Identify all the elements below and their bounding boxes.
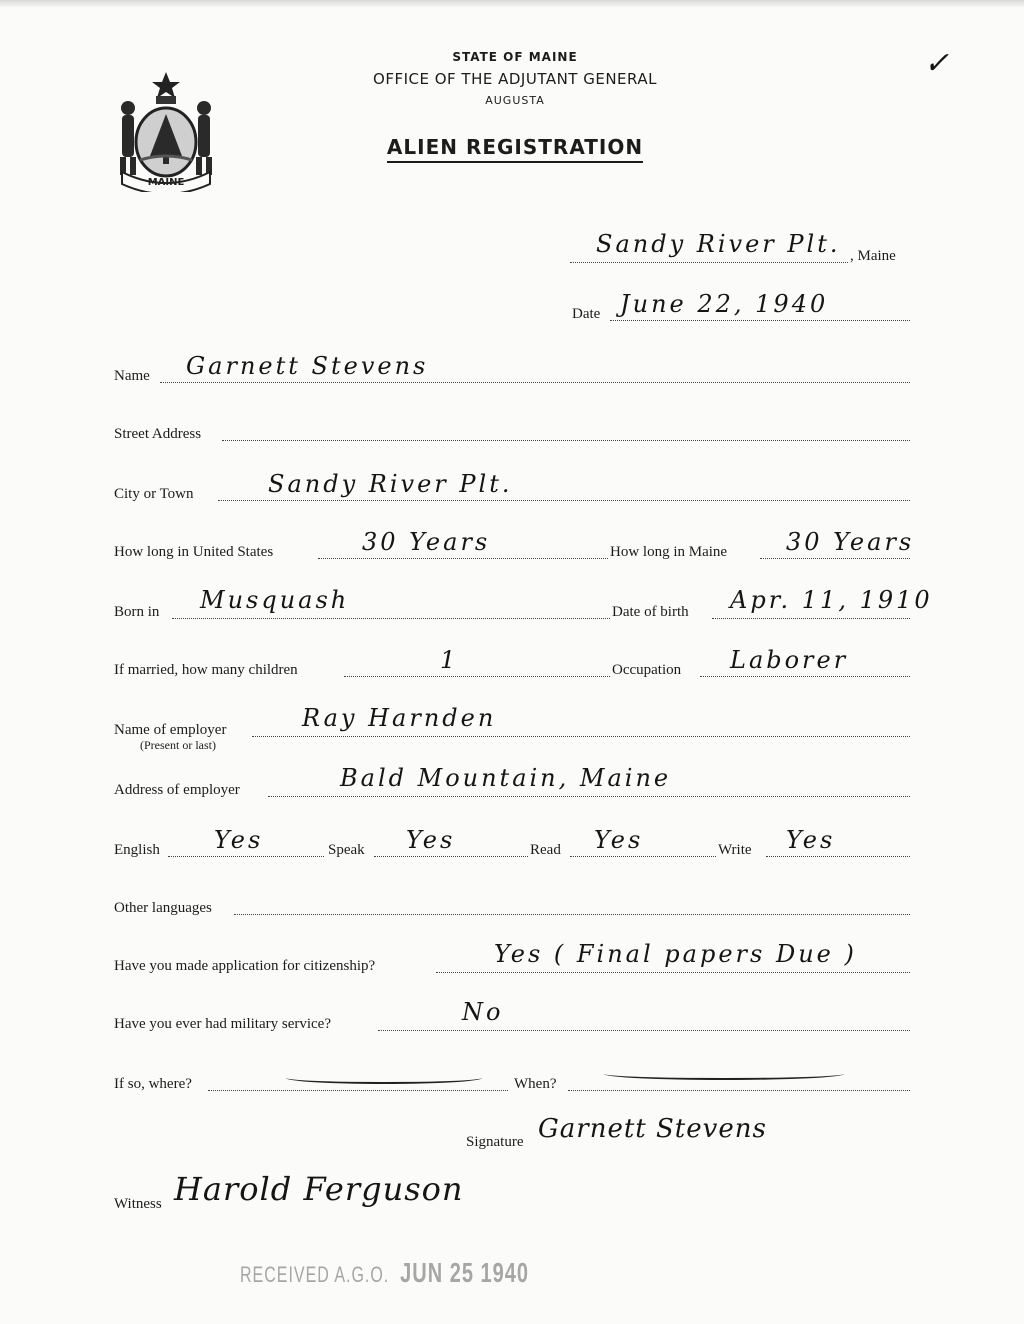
seal-lettering: MAINE [147,177,185,188]
scan-edge [0,0,1024,8]
military-value: No [462,998,504,1026]
location-suffix: , Maine [850,248,896,264]
stamp-date: JUN 25 1940 [400,1258,530,1289]
other-languages-label: Other languages [114,900,212,916]
where-strike-mark [286,1072,482,1084]
when-label: When? [514,1076,557,1092]
employer-address-label: Address of employer [114,782,240,798]
dob-line [712,618,910,619]
born-label: Born in [114,604,160,620]
years-maine-value: 30 Years [786,528,915,556]
check-mark: ✓ [924,46,953,81]
employer-line [252,736,910,737]
stamp-prefix: RECEIVED A.G.O. [240,1263,390,1288]
read-value: Yes [594,826,644,854]
form-title: ALIEN REGISTRATION [387,135,643,163]
date-line [610,320,910,321]
street-line [222,440,910,441]
maine-state-seal-image [112,68,220,192]
english-label: English [114,842,160,858]
children-value: 1 [440,646,459,674]
years-us-line [318,558,608,559]
signature-value: Garnett Stevens [538,1114,767,1144]
military-line [378,1030,910,1031]
street-label: Street Address [114,426,202,442]
location-line [570,262,848,263]
name-value: Garnett Stevens [186,352,429,380]
occupation-label: Occupation [612,662,682,678]
speak-line [374,856,528,857]
employer-sublabel: (Present or last) [140,738,216,752]
city-value: Sandy River Plt. [268,470,513,498]
occupation-line [700,676,910,677]
years-us-value: 30 Years [362,528,491,556]
citizenship-line [436,972,910,973]
witness-label: Witness [114,1196,162,1212]
other-languages-line [234,914,910,915]
date-value: June 22, 1940 [620,290,829,318]
years-us-label: How long in United States [114,544,274,560]
where-line [208,1090,508,1091]
employer-label: Name of employer [114,722,227,738]
where-label: If so, where? [114,1076,192,1092]
military-label: Have you ever had military service? [114,1016,331,1032]
name-line [160,382,910,383]
write-label: Write [718,842,752,858]
name-label: Name [114,368,150,384]
witness-value: Harold Ferguson [174,1170,464,1208]
employer-address-value: Bald Mountain, Maine [340,764,672,792]
city-label: City or Town [114,486,194,502]
english-value: Yes [214,826,264,854]
read-label: Read [530,842,561,858]
years-maine-label: How long in Maine [610,544,728,560]
dob-value: Apr. 11, 1910 [730,586,933,614]
occupation-value: Laborer [730,646,849,674]
english-line [168,856,324,857]
city-heading: AUGUSTA [485,94,545,107]
document-header [330,50,700,163]
city-line [218,500,910,501]
dob-label: Date of birth [612,604,689,620]
state-heading: STATE OF MAINE [452,50,578,64]
employer-value: Ray Harnden [302,704,497,732]
signature-label: Signature [466,1134,524,1150]
read-line [570,856,716,857]
write-line [766,856,910,857]
office-heading: OFFICE OF THE ADJUTANT GENERAL [373,70,657,88]
employer-address-line [268,796,910,797]
date-label: Date [572,306,601,322]
speak-value: Yes [406,826,456,854]
citizenship-value: Yes ( Final papers Due ) [494,940,857,968]
children-label: If married, how many children [114,662,298,678]
location-value: Sandy River Plt. [596,230,841,258]
when-strike-mark [604,1068,844,1080]
speak-label: Speak [328,842,365,858]
when-line [568,1090,910,1091]
born-line [172,618,610,619]
years-maine-line [760,558,910,559]
citizenship-label: Have you made application for citizenship? [114,958,376,974]
children-line [344,676,610,677]
write-value: Yes [786,826,836,854]
born-value: Musquash [200,586,350,614]
received-stamp [240,1258,529,1290]
